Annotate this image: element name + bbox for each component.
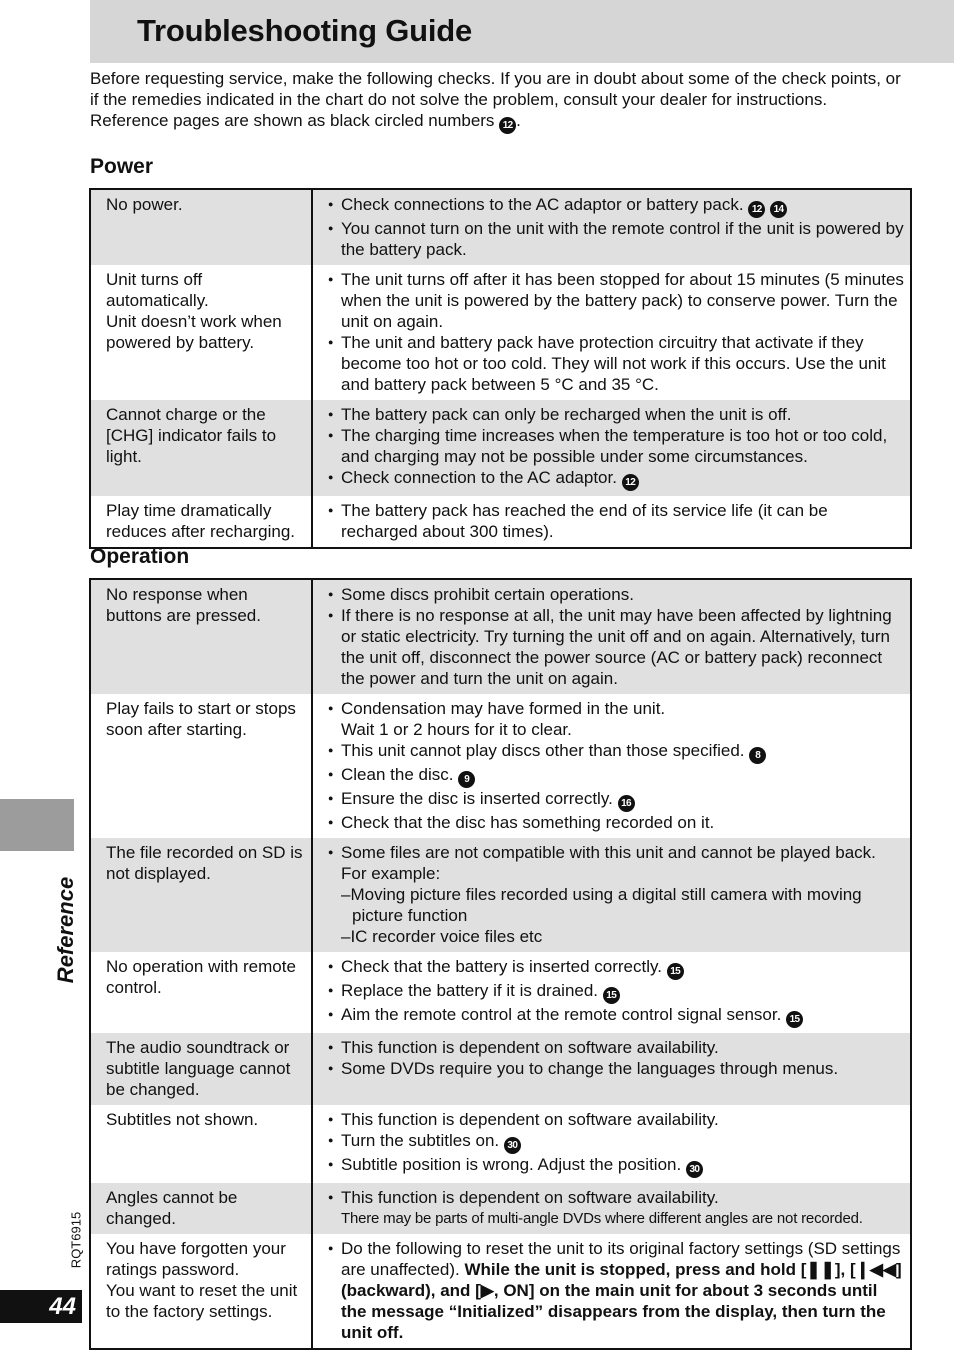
remedy-cell	[312, 400, 911, 496]
remedy-text: Aim the remote control at the remote control signal sensor.	[341, 1005, 782, 1024]
table-row	[90, 952, 911, 1033]
table-row	[90, 496, 911, 548]
remedy-item	[328, 425, 906, 467]
remedy-text: This function is dependent on software availability.	[341, 1038, 719, 1057]
table-row	[90, 838, 911, 952]
remedy-cell	[312, 1183, 911, 1234]
symptom-cell	[90, 189, 312, 265]
remedy-cell	[312, 838, 911, 952]
page-number-box	[0, 1290, 82, 1323]
remedy-text: Some DVDs require you to change the languages through menus.	[341, 1059, 839, 1078]
symptom-text: You want to reset the unit to the factory settings.	[106, 1281, 298, 1321]
side-section-label: Reference	[53, 876, 78, 984]
symptom-text: No response when buttons are pressed.	[106, 585, 261, 625]
symptom-text: The audio soundtrack or subtitle language cannot be changed.	[106, 1038, 291, 1099]
symptom-cell	[90, 579, 312, 694]
symptom-text: Unit turns off automatically.	[106, 270, 209, 310]
remedy-item	[328, 788, 906, 812]
remedy-item	[328, 1130, 906, 1154]
remedy-item	[328, 194, 906, 218]
remedy-item	[328, 584, 906, 605]
page-ref-icon: 14	[770, 201, 787, 218]
remedy-item	[328, 1004, 906, 1028]
symptom-cell	[90, 400, 312, 496]
symptom-cell	[90, 496, 312, 548]
remedy-text: The charging time increases when the temperature is too hot or too cold, and charging may not be possible under some circumstances.	[341, 426, 888, 466]
remedy-text: Subtitle position is wrong. Adjust the position.	[341, 1155, 682, 1174]
remedy-continuation: Wait 1 or 2 hours for it to clear.	[341, 720, 572, 739]
page-ref-icon: 15	[786, 1011, 803, 1028]
remedy-item	[328, 218, 906, 260]
symptom-cell	[90, 1183, 312, 1234]
remedy-text: The battery pack can only be recharged when the unit is off.	[341, 405, 792, 424]
remedy-text: The unit and battery pack have protection circuitry that activate if they become too hot or too cold. They will not work if this occurs. Use the unit and battery pack between 5 °C and 35 °C.	[341, 333, 886, 394]
section-tab-marker	[0, 799, 74, 851]
remedy-cell	[312, 694, 911, 838]
remedy-subitem: –IC recorder voice files etc	[341, 927, 543, 946]
page-ref-icon: 15	[667, 963, 684, 980]
section-heading-power: Power	[90, 155, 154, 178]
symptom-cell	[90, 694, 312, 838]
remedy-subitem: –Moving picture files recorded using a digital still camera with moving picture function	[341, 885, 862, 925]
remedy-text: Do the following to reset the unit to its original factory settings (SD settings are unaffected).	[341, 1239, 901, 1279]
power-table	[89, 188, 912, 549]
symptom-cell	[90, 1033, 312, 1105]
page-number: 44	[49, 1293, 76, 1320]
title-band	[90, 0, 954, 63]
intro-paragraph: Before requesting service, make the following checks. If you are in doubt about some of the check points, or if the remedies indicated in the chart do not solve the problem, consult your dealer for instructions.	[90, 69, 901, 109]
remedy-note: There may be parts of multi-angle DVDs where different angles are not recorded.	[341, 1210, 863, 1227]
symptom-text: The file recorded on SD is not displayed.	[106, 843, 303, 883]
remedy-item	[328, 956, 906, 980]
remedy-text: Condensation may have formed in the unit.	[341, 699, 666, 718]
remedy-item	[328, 698, 906, 740]
remedy-cell	[312, 579, 911, 694]
table-row	[90, 1183, 911, 1234]
page-ref-icon: 30	[504, 1137, 521, 1154]
document-code: RQT6915	[68, 1211, 84, 1269]
remedy-item	[328, 1037, 906, 1058]
table-row	[90, 265, 911, 400]
remedy-text: The battery pack has reached the end of its service life (it can be recharged about 300 times).	[341, 501, 828, 541]
operation-table	[89, 578, 912, 1350]
remedy-item	[328, 467, 906, 491]
remedy-text: Ensure the disc is inserted correctly.	[341, 789, 613, 808]
symptom-text: Play fails to start or stops soon after starting.	[106, 699, 296, 739]
remedy-text: The unit turns off after it has been stopped for about 15 minutes (5 minutes when the unit is powered by the battery pack) to conserve power. Turn the unit on again.	[341, 270, 904, 331]
remedy-item	[328, 1058, 906, 1079]
remedy-item	[328, 332, 906, 395]
symptom-text: Cannot charge or the [CHG] indicator fails to light.	[106, 405, 277, 466]
remedy-text: Clean the disc.	[341, 765, 454, 784]
table-row	[90, 694, 911, 838]
remedy-text: This function is dependent on software availability.	[341, 1110, 719, 1129]
symptom-text: You have forgotten your ratings password.	[106, 1239, 286, 1279]
table-row	[90, 189, 911, 265]
table-row	[90, 400, 911, 496]
power-table-body	[90, 189, 911, 548]
remedy-item	[328, 1154, 906, 1178]
remedy-cell	[312, 952, 911, 1033]
table-row	[90, 1105, 911, 1183]
table-row	[90, 1234, 911, 1349]
remedy-item	[328, 740, 906, 764]
remedy-emphasis: While the unit is stopped, press and hold [❚❚], [❙◀◀] (backward), and [▶, ON] on the main unit for about 3 seconds until the message “Initialized” disappears from the display, then turn the unit off.	[341, 1260, 902, 1342]
page-ref-icon: 30	[686, 1161, 703, 1178]
page-ref-icon: 12	[499, 117, 516, 134]
symptom-cell	[90, 1105, 312, 1183]
symptom-cell	[90, 265, 312, 400]
remedy-cell	[312, 1105, 911, 1183]
remedy-item	[328, 980, 906, 1004]
remedy-text: Some files are not compatible with this unit and cannot be played back. For example:	[341, 843, 876, 883]
intro-text	[90, 68, 910, 134]
symptom-text: Angles cannot be changed.	[106, 1188, 238, 1228]
remedy-item	[328, 269, 906, 332]
remedy-item	[328, 1238, 906, 1343]
table-row	[90, 1033, 911, 1105]
section-heading-operation: Operation	[90, 545, 190, 568]
page-ref-icon: 16	[618, 795, 635, 812]
remedy-text: Check that the battery is inserted correctly.	[341, 957, 662, 976]
remedy-text: Replace the battery if it is drained.	[341, 981, 599, 1000]
remedy-item	[328, 500, 906, 542]
symptom-text: No operation with remote control.	[106, 957, 296, 997]
symptom-cell	[90, 838, 312, 952]
remedy-text: You cannot turn on the unit with the remote control if the unit is powered by the battery pack.	[341, 219, 904, 259]
page-ref-icon: 12	[622, 474, 639, 491]
remedy-cell	[312, 1234, 911, 1349]
remedy-cell	[312, 496, 911, 548]
symptom-text: Play time dramatically reduces after recharging.	[106, 501, 295, 541]
symptom-cell	[90, 952, 312, 1033]
remedy-cell	[312, 189, 911, 265]
remedy-text: This unit cannot play discs other than those specified.	[341, 741, 745, 760]
symptom-text: Subtitles not shown.	[106, 1110, 259, 1129]
symptom-text: Unit doesn’t work when powered by battery.	[106, 312, 282, 352]
remedy-item	[328, 842, 906, 884]
symptom-text: No power.	[106, 195, 183, 214]
remedy-item	[328, 1109, 906, 1130]
remedy-item	[328, 1187, 906, 1208]
remedy-text: Check that the disc has something recorded on it.	[341, 813, 715, 832]
page-title: Troubleshooting Guide	[137, 13, 473, 48]
symptom-cell	[90, 1234, 312, 1349]
remedy-text: Turn the subtitles on.	[341, 1131, 500, 1150]
remedy-item	[328, 605, 906, 689]
intro-reference-note: Reference pages are shown as black circled numbers 12 .	[90, 110, 910, 134]
operation-table-body	[90, 579, 911, 1349]
page-ref-icon: 8	[749, 747, 766, 764]
remedy-item	[328, 404, 906, 425]
remedy-text: Check connections to the AC adaptor or battery pack.	[341, 195, 744, 214]
remedy-cell	[312, 1033, 911, 1105]
page-ref-icon: 9	[458, 771, 475, 788]
table-row	[90, 579, 911, 694]
remedy-cell	[312, 265, 911, 400]
remedy-text: Check connection to the AC adaptor.	[341, 468, 617, 487]
remedy-text: If there is no response at all, the unit may have been affected by lightning or static electricity. Try turning the unit off and on again. Alternatively, turn the unit off, disconnect the power source (AC or battery pack) reconnect the power and turn the unit on again.	[341, 606, 892, 688]
remedy-text: Some discs prohibit certain operations.	[341, 585, 634, 604]
remedy-text: This function is dependent on software availability.	[341, 1188, 719, 1207]
remedy-item	[328, 764, 906, 788]
page-ref-icon: 15	[603, 987, 620, 1004]
page-ref-icon: 12	[748, 201, 765, 218]
remedy-item	[328, 812, 906, 833]
